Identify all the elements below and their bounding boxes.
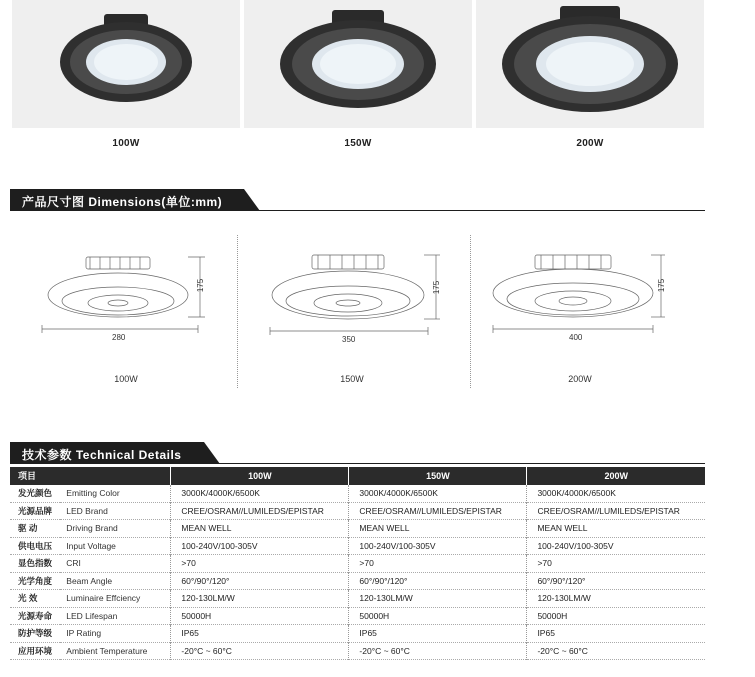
divider [237,235,238,388]
spec-name-en: Driving Brand [66,523,118,534]
spec-value: 50000H [527,607,705,625]
section-title: 产品尺寸图 Dimensions(单位:mm) [22,195,223,209]
dimensions-header [10,189,705,211]
technical-header [10,442,705,464]
table-row [10,502,705,520]
spec-value: MEAN WELL [349,520,527,538]
table-row [10,590,705,608]
spec-value: 3000K/4000K/6500K [171,485,349,503]
table-row [10,572,705,590]
table-row [10,485,705,503]
dimension-width: 280 [112,333,126,342]
table-row [10,625,705,643]
product-photo-150w [244,0,472,128]
spec-name-en: IP Rating [66,628,102,639]
spec-name-cn: 防护等级 [18,628,53,639]
spec-value: -20°C ~ 60°C [527,642,705,660]
spec-value: 3000K/4000K/6500K [349,485,527,503]
spec-name-en: Emitting Color [66,488,120,498]
header-col: 150W [349,467,527,485]
spec-value: 120-130LM/W [349,590,527,608]
spec-name-cn: 光源品牌 [18,505,53,516]
spec-value: -20°C ~ 60°C [349,642,527,660]
table-row [10,537,705,555]
spec-value: 3000K/4000K/6500K [527,485,705,503]
header-col: 100W [171,467,349,485]
table-header-row [10,467,705,485]
spec-value: 100-240V/100-305V [171,537,349,555]
spec-value: >70 [171,555,349,573]
spec-value: CREE/OSRAM//LUMILEDS/EPISTAR [171,502,349,520]
spec-value: >70 [349,555,527,573]
dimension-height: 175 [657,278,667,293]
spec-value: 50000H [171,607,349,625]
spec-name-cn: 光学角度 [18,575,53,586]
spec-name-en: CRI [66,558,81,569]
spec-value: IP65 [171,625,349,643]
spec-name-cn: 光 效 [18,593,38,604]
spec-value: IP65 [349,625,527,643]
dimension-height: 175 [196,278,206,293]
spec-name-en: Beam Angle [66,575,113,586]
spec-name-en: Ambient Temperature [66,645,148,656]
dimension-width: 350 [342,335,356,344]
product-photo-100w [12,0,240,128]
header-col: 200W [527,467,705,485]
spec-value: 60°/90°/120° [527,572,705,590]
spec-value: 120-130LM/W [527,590,705,608]
spec-name-cn: 供电电压 [18,540,53,551]
ufo-lamp-image [476,0,704,128]
dimension-label: 100W [114,374,138,384]
spec-name-en: Luminaire Effciency [66,593,141,604]
spec-value: CREE/OSRAM//LUMILEDS/EPISTAR [527,502,705,520]
table-row [10,607,705,625]
spec-name-en: LED Brand [66,505,108,516]
spec-value: 50000H [349,607,527,625]
dimension-label: 200W [568,374,592,384]
spec-name-cn: 光源寿命 [18,610,53,621]
spec-value: CREE/OSRAM//LUMILEDS/EPISTAR [349,502,527,520]
spec-value: MEAN WELL [171,520,349,538]
dimension-height: 175 [432,280,442,295]
dimension-label: 150W [340,374,364,384]
spec-value: 100-240V/100-305V [349,537,527,555]
spec-value: 100-240V/100-305V [527,537,705,555]
spec-value: MEAN WELL [527,520,705,538]
table-row [10,555,705,573]
section-title: 技术参数 Technical Details [22,448,182,462]
spec-table [10,467,705,660]
spec-value: 60°/90°/120° [349,572,527,590]
spec-value: 120-130LM/W [171,590,349,608]
product-label: 100W [112,138,140,149]
table-row [10,520,705,538]
dimension-drawing-150w [260,235,460,388]
header-item: 项目 [10,467,171,485]
spec-value: 60°/90°/120° [171,572,349,590]
product-label: 200W [576,138,604,149]
product-photo-200w [476,0,704,128]
spec-value: IP65 [527,625,705,643]
spec-name-cn: 发光颜色 [18,488,53,498]
spec-name-cn: 驱 动 [18,523,38,534]
dimension-width: 400 [569,333,583,342]
spec-name-cn: 应用环境 [18,645,53,656]
table-row [10,642,705,660]
ufo-lamp-image [12,0,240,128]
spec-value: >70 [527,555,705,573]
spec-value: -20°C ~ 60°C [171,642,349,660]
divider [470,235,471,388]
dimension-drawing-100w [30,235,230,388]
spec-name-en: LED Lifespan [66,610,118,621]
spec-name-en: Input Voltage [66,540,116,551]
ufo-lamp-image [244,0,472,128]
product-label: 150W [344,138,372,149]
dimension-drawing-200w [485,235,685,388]
spec-name-cn: 显色指数 [18,558,53,569]
